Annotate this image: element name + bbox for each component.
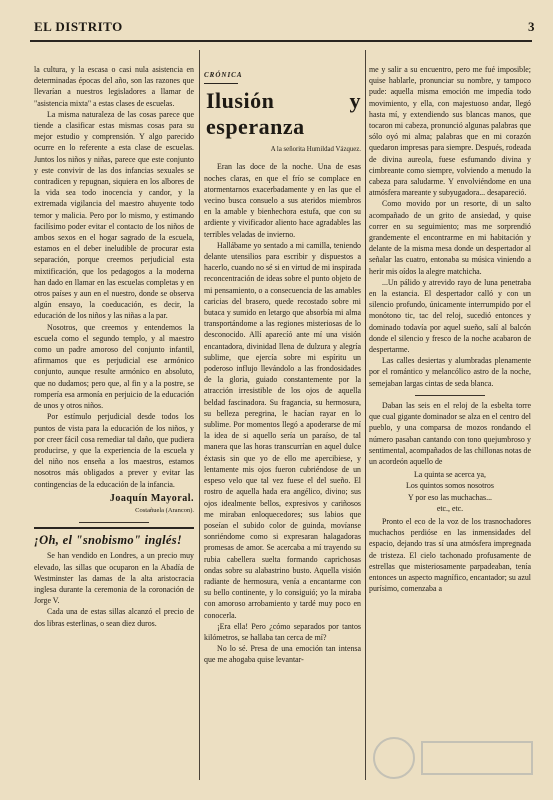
section-label-underline bbox=[204, 83, 238, 84]
column-left bbox=[34, 64, 194, 629]
verse-line: etc., etc. bbox=[436, 503, 464, 513]
column-right bbox=[369, 64, 531, 594]
article-paragraph: Las calles desiertas y alumbradas plenamente por el romántico y melancólico astro de la noche, semejaban largas cintas de seda blanca. bbox=[369, 356, 531, 388]
column-middle bbox=[204, 70, 361, 666]
section-separator bbox=[415, 395, 485, 396]
article-paragraph: Se han vendido en Londres, a un precio muy elevado, las sillas que ocuparon en la Abadía de Westminster las damas de la alta aristocracia inglesa durante la ceremonia de la coronación de Jorge V. bbox=[34, 551, 194, 606]
article-paragraph: ...Un pálido y atrevido rayo de luna penetraba en la estancia. El despertador calló y con un silencio profundo, únicamente interrumpido por el monótono tic, tac del reloj, sucedió entonces y dominado todavía por aquel sueño, salí al balcón donde el silencio y fresco de la noche acabaron de despertarme. bbox=[369, 277, 531, 355]
page-number: 3 bbox=[528, 19, 535, 34]
verse-line: La quinta se acerca ya, bbox=[413, 470, 487, 480]
newspaper-title: EL DISTRITO bbox=[34, 19, 123, 34]
author-signature: Joaquín Mayoral. bbox=[109, 492, 194, 504]
article-paragraph: La misma naturaleza de las cosas parece que tiende a clasificar estas mismas cosas para su mejor estudio y comprensión. Y algo parecido ocurre en lo referente a esta clase de escuelas. Juntos los niños y niñas, parece que este conjunto y este convivir de las dos infancias sexuales se contradicen y repugnan, siquiera en los albores de la vida sea todo inocencia y candor, y la extremada vigilancia del maestro ahuyente todo temor y malicia. Pero por lo mismo, y estimando facilísimo poder evitar el contacto de los niños de ambos sexos en el hogar sagrado de la escuela, estamos en el deber ineludible de procurar esta separación, porque creemos perjudicial esta mixtificación, que los pedagogos a la moderna han dado en llamar en las escuelas completas y en otros países y aun en el nuestro, donde se observa algún ensayo, la coeducación, es decir, la educación de los niños y las niñas a la par. bbox=[34, 109, 194, 321]
verse-line: Los quintos somos nosotros bbox=[406, 481, 494, 491]
article-paragraph: Por estímulo perjudicial desde todos los puntos de vista para la educación de los niños, y por creer fácil cosa remediar tal daño, que pudiera producirse, y que la experiencia de la escuela y del niño nos enseña a los maestros, estamos nosotros más obligados a prever y evitar las contingencias de la educación de la infancia. bbox=[34, 412, 194, 489]
article-title: Ilusión y esperanza bbox=[206, 88, 361, 140]
article-paragraph: No lo sé. Presa de una emoción tan intensa que me ahogaba quise levantar- bbox=[204, 644, 361, 665]
song-verse bbox=[369, 469, 531, 514]
header-rule bbox=[30, 40, 532, 42]
column-divider-1 bbox=[199, 50, 200, 780]
article-paragraph: Hallábame yo sentado a mi camilla, teniendo delante utensilios para escribir y dispuestos a hacerlo, cuando no sé si en virtud de mi inspirada reconcentración de ideas sobre el punto objeto de mi pensamiento, o a consecuencia de las amables caricias del brasero, quede recostado sobre mi butaca y sumido en letargo que absorbía mi alma transportándome a las regiones misteriosas de lo desconocido. Allí aparecíó ante mí una visión encantadora, divinidad llena de dulzura y alegría sublime, que ejercía sobre mi espíritu un poderoso influjo llevándolo a las frondosidades de la gloria, guiado constantemente por la atracción irresistible de los ojos de aquella beldad fascinadora. Su fragancia, su hermosura, su belleza peregrina, le hacían rayar en lo sublime. Por momentos llegó a apoderarse de mí la idea de si aquello sería un paraíso, de tal manera que las horas transcurrían en aquel dulce éxtasis sin que yo de ello me apercibiese, y lentamente mis ojos fueron cubriéndose de un espeso velo que tal vez fuese el del sueño. El rostro de aquella hada era angélico, divino; sus ojos idealmente bellos, expresivos y cariñosos me miraban enloquecedores; sus labios que poseían el subido color de guinda, movíanse sonriéndome como si expresaran halagadoras promesas de amor. Se acercaba a mí trayendo su rubia cabellera suelta formando caprichosas ondas sobre su alabastrino busto. Aquella visión radiante de hermosura, venía a encantarme con su bello continente, y lo consiguió; yo la miraba con amoroso arrobamiento y tardé muy poco en conocerla. bbox=[204, 240, 361, 620]
signature-place: Costañuela (Arancon). bbox=[135, 506, 194, 514]
article-paragraph: Cada una de estas sillas alcanzó el precio de dos libras esterlinas, o sean diez duros. bbox=[34, 607, 194, 628]
verse-line: Y por eso las muchachas... bbox=[407, 492, 493, 502]
article-paragraph: Nosotros, que creemos y entendemos la escuela como el segundo templo, y al maestro como un padre amoroso del conjunto infantil, afirmamos que es perjudicial ese armónico conjunto, aunque resulte armónico en absoluto, que no dudamos; pero que, al fin y a la postre, se rompería esa armonía en perjuicio de la educación de unos y otros niños. bbox=[34, 322, 194, 411]
section-label: CRÓNICA bbox=[204, 71, 243, 79]
section-rule bbox=[34, 527, 194, 529]
article-paragraph: me y salir a su encuentro, pero me fué imposible; quise hablarle, pronunciar su nombre, y tampoco pude: aquella misma emoción me impedía todo movimiento, y ella, con majestuoso andar, llegó hasta mí, y extendiendo sus blancas manos, que tocaron mi cabeza, pronunció algunas palabras que sólo oyó mi alma; palabras que en mi corazón quedaron impresas para siempre. Después, rodeada de divina aureola, fuese esfumando divina y cimbreante como siempre, volviendo a menudo la cabeza para saludarme. Y envolviéndome en una atmósfera mareante y subyugadora... desapareció. bbox=[369, 65, 531, 198]
article-paragraph: Pronto el eco de la voz de los trasnochadores muchachos perdióse en las inmensidades del espacio, dejando tras sí una atmósfera impregnada de tristeza. El cielo tachonado profusamente de estrellas que misteriosamente parpadeaban, tenía entonces un aspecto magnífico, encantador; su azul purísimo, comenzaba a bbox=[369, 516, 531, 594]
article-paragraph: la cultura, y la escasa o casi nula asistencia en determinadas épocas del año, son las razones que llevarían a nuestros legisladores a llamar de "asistencia mixta" a estas clases de escuelas. bbox=[34, 65, 194, 108]
dedication: A la señorita Humildad Vázquez. bbox=[270, 146, 361, 154]
column-divider-2 bbox=[365, 50, 366, 780]
article-paragraph: Eran las doce de la noche. Una de esas noches claras, en que el frío se complace en atormentarnos exacerbadamente y en las que el vecino busca consuelo a sus ateridos miembros en la amable y bienhechora estufa, que con su ardiente y vivificador aliento hace agradables las terribles veladas de invierno. bbox=[204, 162, 361, 239]
article-paragraph: ¡Era ella! Pero ¿cómo separados por tantos kilómetros, se hallaba tan cerca de mí? bbox=[204, 621, 361, 642]
article-paragraph: Daban las seis en el reloj de la esbelta torre que cual gigante dominador se alza en el centro del pueblo, y una comparsa de mozos rondando el número pasaban cantando con tono quejumbroso y sentimental, acompañados de las chillonas notas de un acordeón aquello de bbox=[369, 400, 531, 466]
section-separator bbox=[79, 522, 149, 523]
library-watermark bbox=[372, 728, 542, 788]
article-paragraph: Como movido por un resorte, di un salto acompañado de un grito de ansiedad, y quise correr en su seguimiento; mas me sorprendió grandemente el encontrarme en mi habitación y delante de la misma mesa donde un despertador al señalar las cuatro, entonaba su música viniendo a herir mis oídos la alegre matchicha. bbox=[369, 199, 531, 276]
snobismo-heading: ¡Oh, el "snobismo" inglés! bbox=[34, 533, 183, 548]
